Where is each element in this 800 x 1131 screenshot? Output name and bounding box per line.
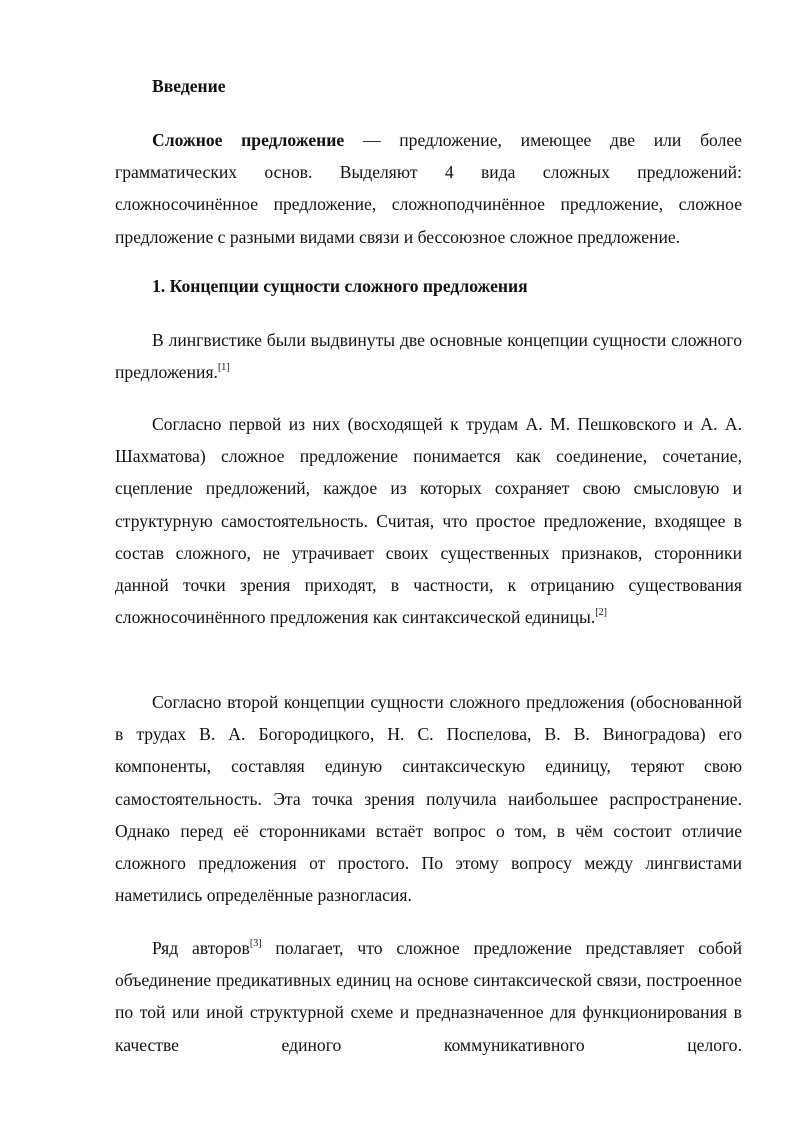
intro-paragraph: [115, 124, 742, 253]
paragraph-3-text: Согласно второй концепции сущности сложного предложения (обоснованной в трудах В. А. Богородицкого, Н. С. Поспелова, В. В. Виноградова) его компоненты, составляя единую синтаксическую единицу, теряют свою самостоятельность. Эта точка зрения получила наибольшее распространение. Однако перед её сторонниками встаёт вопрос о том, в чём состоит отличие сложного предложения от простого. По этому вопросу между лингвистами наметились определённые разногласия.: [115, 692, 742, 906]
section1-heading: 1. Концепции сущности сложного предложения: [152, 276, 528, 296]
paragraph-3: [115, 686, 742, 911]
paragraph-2: [115, 408, 742, 633]
paragraph-2-text: Согласно первой из них (восходящей к трудам А. М. Пешковского и А. А. Шахматова) сложное предложение понимается как соединение, сочетание, сцепление предложений, каждое из которых сохраняет свою смысловую и структурную самостоятельность. Считая, что простое предложение, входящее в состав сложного, не утрачивает своих существенных признаков, сторонники данной точки зрения приходят, в частности, к отрицанию существования сложносочинённого предложения как синтаксической единицы.: [115, 414, 742, 628]
footnote-ref-3[interactable]: [3]: [249, 938, 262, 949]
footnote-ref-1[interactable]: [1]: [217, 362, 230, 374]
paragraph-4-text-after: полагает, что сложное предложение представляет собой объединение предикативных единиц на основе синтаксической связи, построенное по той или иной структурной схеме и предназначенное для функционирования в качестве единого коммуникативного целого.: [115, 938, 743, 1055]
paragraph-1: [115, 324, 742, 388]
paragraph-4: [115, 932, 742, 1061]
footnote-ref-2[interactable]: [2]: [595, 607, 607, 619]
intro-paragraph-text: — предложение, имеющее две или более грамматических основ. Выделяют 4 вида сложных предложений: сложносочинённое предложение, сложноподчинённое предложение, сложное предложение с разными видами связи и бессоюзное сложное предложение.: [115, 130, 742, 247]
paragraph-4-text-before: Ряд авторов: [152, 938, 250, 958]
lead-term: Сложное предложение: [152, 130, 345, 150]
intro-heading: Введение: [152, 76, 226, 96]
paragraph-1-text: В лингвистике были выдвинуты две основные концепции сущности сложного предложения.: [115, 330, 742, 383]
